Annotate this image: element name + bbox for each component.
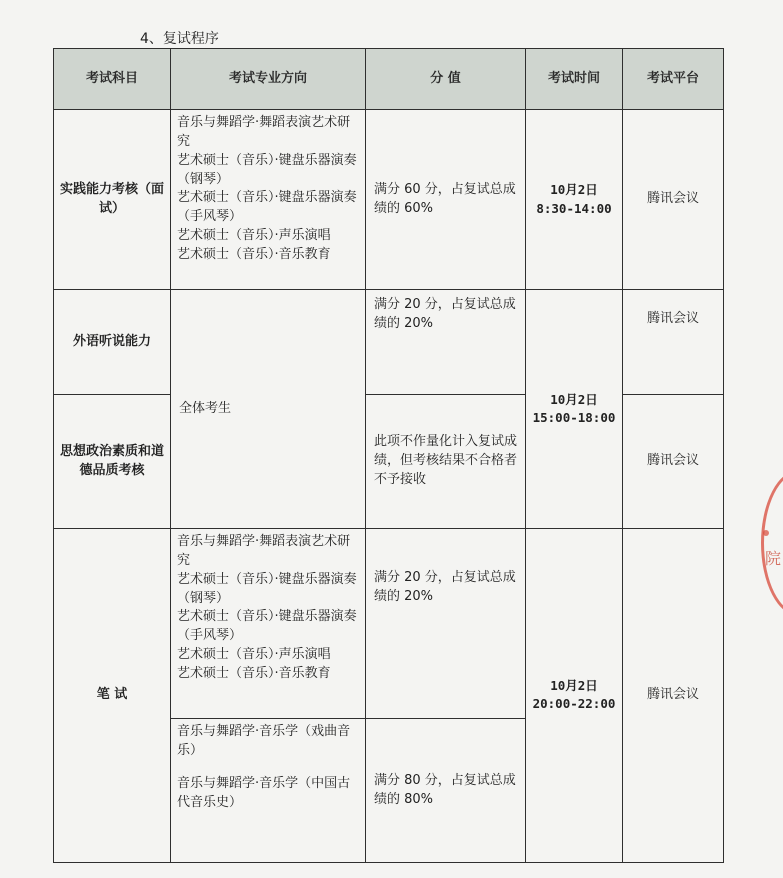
platform-cell: 腾讯会议	[623, 110, 724, 290]
majors-cell: 全体考生	[171, 290, 366, 529]
major-item: 艺术硕士（音乐）·音乐教育	[177, 246, 331, 262]
major-item: 艺术硕士（音乐）·键盘乐器演奏（手风琴）	[177, 609, 357, 644]
stamp-star	[763, 530, 769, 536]
table-row	[54, 395, 724, 529]
header-subject: 考试科目	[54, 49, 171, 110]
score-cell: 满分 20 分，占复试总成绩的 20%	[366, 290, 526, 395]
header-time: 考试时间	[526, 49, 623, 110]
major-item: 音乐与舞蹈学·音乐学（中国古代音乐史）	[177, 775, 351, 810]
score-cell: 满分 80 分，占复试总成绩的 80%	[366, 719, 526, 863]
platform-cell: 腾讯会议	[623, 290, 724, 395]
majors-cell	[171, 528, 366, 718]
header-major: 考试专业方向	[171, 49, 366, 110]
major-item: 音乐与舞蹈学·音乐学（戏曲音乐）	[177, 724, 351, 759]
time-cell	[526, 528, 623, 862]
time-range: 15:00-18:00	[532, 410, 616, 426]
major-item: 艺术硕士（音乐）·声乐演唱	[177, 647, 331, 663]
time-range: 8:30-14:00	[536, 200, 612, 216]
majors-cell	[171, 719, 366, 863]
major-item: 音乐与舞蹈学·舞蹈表演艺术研究	[177, 533, 351, 568]
time-range: 20:00-22:00	[532, 696, 616, 712]
time-cell	[526, 290, 623, 529]
section-heading: 4、复试程序	[140, 31, 219, 47]
platform-cell: 腾讯会议	[623, 395, 724, 529]
table-row	[54, 290, 724, 395]
stamp-character: 院	[765, 549, 782, 568]
time-cell	[526, 110, 623, 290]
major-item: 音乐与舞蹈学·舞蹈表演艺术研究	[177, 115, 351, 149]
platform-cell: 腾讯会议	[623, 528, 724, 862]
score-cell: 此项不作量化计入复试成绩，但考核结果不合格者不予接收	[366, 395, 526, 529]
subject-cell: 实践能力考核（面试）	[54, 110, 171, 290]
header-score: 分 值	[366, 49, 526, 110]
subject-cell: 思想政治素质和道德品质考核	[54, 395, 171, 529]
majors-cell	[171, 110, 366, 290]
header-row	[54, 49, 724, 110]
stamp-arc	[761, 470, 783, 610]
score-cell: 满分 60 分，占复试总成绩的 60%	[366, 110, 526, 290]
red-seal-stamp	[755, 470, 783, 610]
paragraph-gap	[177, 761, 359, 775]
major-item: 艺术硕士（音乐）·键盘乐器演奏（钢琴）	[177, 152, 357, 187]
table-row	[54, 528, 724, 718]
exam-schedule-table-wrapper	[53, 48, 723, 863]
major-item: 艺术硕士（音乐）·键盘乐器演奏（手风琴）	[177, 190, 357, 225]
table-row	[54, 110, 724, 290]
major-item: 艺术硕士（音乐）·声乐演唱	[177, 228, 331, 244]
time-date: 10月2日	[550, 391, 598, 407]
subject-cell: 外语听说能力	[54, 290, 171, 395]
time-date: 10月2日	[550, 182, 598, 198]
major-item: 艺术硕士（音乐）·键盘乐器演奏（钢琴）	[177, 571, 357, 606]
score-cell: 满分 20 分，占复试总成绩的 20%	[366, 528, 526, 718]
exam-schedule-table	[53, 48, 724, 863]
major-item: 艺术硕士（音乐）·音乐教育	[177, 665, 331, 681]
subject-cell: 笔 试	[54, 528, 171, 862]
header-platform: 考试平台	[623, 49, 724, 110]
time-date: 10月2日	[550, 678, 598, 694]
